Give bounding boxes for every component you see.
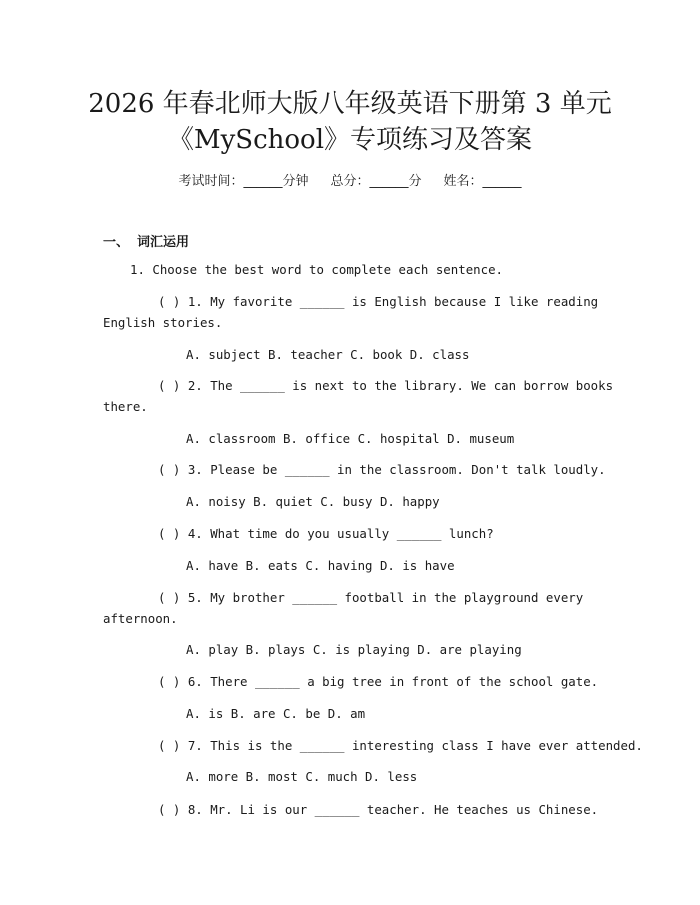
question-3-text: ( ) 3. Please be ______ in the classroom. Don't talk loudly. [158, 462, 606, 477]
question-5-options: A. play B. plays C. is playing D. are playing [186, 642, 522, 657]
question-1-options: A. subject B. teacher C. book D. class [186, 347, 470, 362]
question-2-options: A. classroom B. office C. hospital D. museum [186, 431, 515, 446]
question-7-options: A. more B. most C. much D. less [186, 769, 418, 784]
total-score-field: 总分：______分 [330, 174, 422, 189]
section-heading [103, 231, 189, 250]
question-1-text: ( ) 1. My favorite ______ is English because I like reading [158, 294, 599, 309]
question-4-text: ( ) 4. What time do you usually ______ lunch? [158, 526, 494, 541]
question-5-text-continued: afternoon. [103, 611, 178, 626]
question-5-text: ( ) 5. My brother ______ football in the playground every [158, 590, 584, 605]
question-3-options: A. noisy B. quiet C. busy D. happy [186, 494, 440, 509]
student-name-field: 姓名：______ [443, 174, 522, 189]
instruction-text: 1. Choose the best word to complete each sentence. [130, 262, 503, 277]
question-4-options: A. have B. eats C. having D. is have [186, 558, 455, 573]
question-7-text: ( ) 7. This is the ______ interesting class I have ever attended. [158, 738, 643, 753]
question-2-text: ( ) 2. The ______ is next to the library. We can borrow books [158, 378, 614, 393]
section-title: 词汇运用 [137, 235, 190, 250]
question-1-text-continued: English stories. [103, 315, 223, 330]
document-title-line-2: 《MySchool》专项练习及答案 [167, 125, 533, 155]
question-6-text: ( ) 6. There ______ a big tree in front of the school gate. [158, 674, 599, 689]
document-title-line-1: 2026 年春北师大版八年级英语下册第 3 单元 [88, 89, 612, 119]
question-8-text: ( ) 8. Mr. Li is our ______ teacher. He teaches us Chinese. [158, 802, 599, 817]
question-2-text-continued: there. [103, 399, 148, 414]
question-6-options: A. is B. are C. be D. am [186, 706, 366, 721]
exam-info [0, 170, 700, 189]
exam-time-field: 考试时间：______分钟 [178, 174, 309, 189]
section-number: 一、 [103, 235, 130, 250]
